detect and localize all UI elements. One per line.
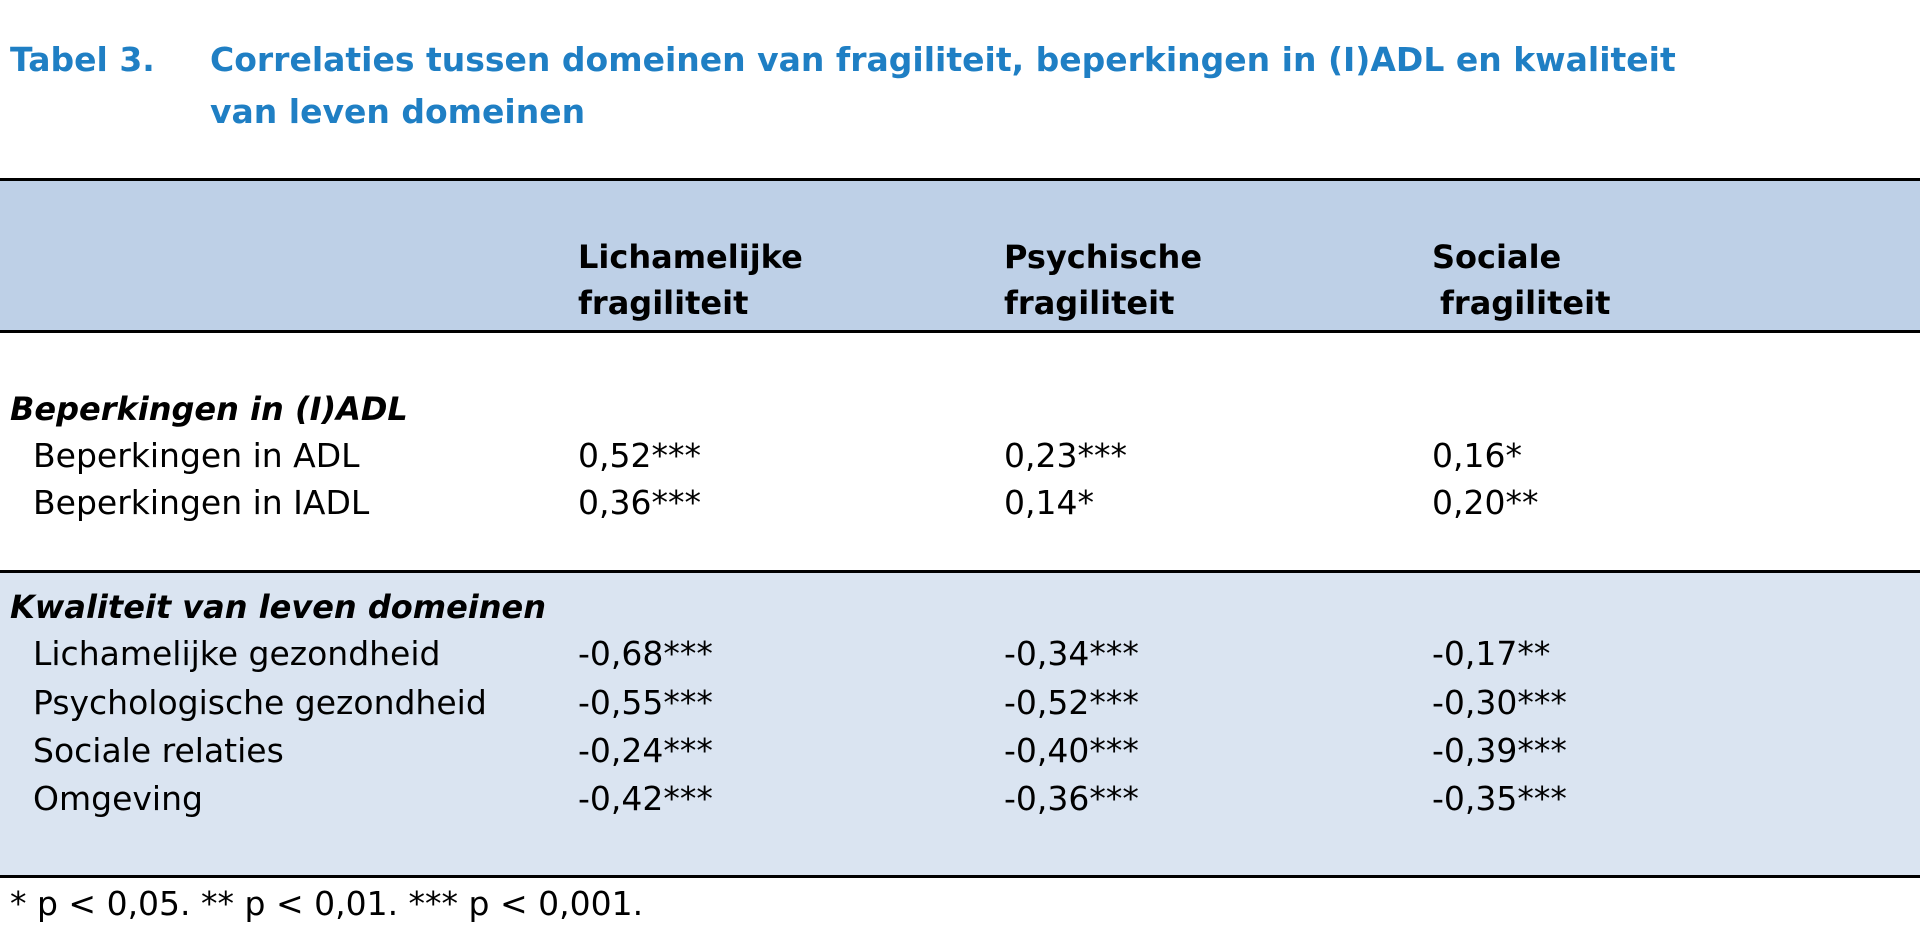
table-footnote: * p < 0,05. ** p < 0,01. *** p < 0,001. [10,884,644,923]
cell-sr-sociaal: -0,39*** [1432,731,1567,770]
cell-om-sociaal: -0,35*** [1432,779,1567,818]
row-label-sociale-relaties: Sociale relaties [33,731,284,770]
row-label-omgeving: Omgeving [33,779,203,818]
cell-sr-lichamelijk: -0,24*** [578,731,713,770]
cell-adl-sociaal: 0,16* [1432,436,1522,475]
cell-pg-sociaal: -0,30*** [1432,683,1567,722]
col-header-lichamelijke: Lichamelijke fragiliteit [578,238,803,322]
cell-om-psychisch: -0,36*** [1004,779,1139,818]
row-label-lichamelijke-gezondheid: Lichamelijke gezondheid [33,634,441,673]
bottom-rule [0,875,1920,878]
section-title-iadl: Beperkingen in (I)ADL [10,390,408,428]
cell-lg-lichamelijk: -0,68*** [578,634,713,673]
row-label-psychologische-gezondheid: Psychologische gezondheid [33,683,487,722]
cell-adl-lichamelijk: 0,52*** [578,436,701,475]
header-rule [0,330,1920,333]
cell-iadl-lichamelijk: 0,36*** [578,483,701,522]
cell-iadl-sociaal: 0,20** [1432,483,1539,522]
col-header-sociale: Sociale fragiliteit [1432,238,1611,322]
cell-lg-sociaal: -0,17** [1432,634,1551,673]
cell-adl-psychisch: 0,23*** [1004,436,1127,475]
header-band [0,181,1920,330]
row-label-iadl: Beperkingen in IADL [33,483,370,522]
col-header-psychische: Psychische fragiliteit [1004,238,1203,322]
table-number: Tabel 3. [10,40,155,79]
row-label-adl: Beperkingen in ADL [33,436,360,475]
cell-sr-psychisch: -0,40*** [1004,731,1139,770]
cell-om-lichamelijk: -0,42*** [578,779,713,818]
table-title: Correlaties tussen domeinen van fragiliteit, beperkingen in (I)ADL en kwaliteit van leven domeinen [210,40,1676,131]
cell-lg-psychisch: -0,34*** [1004,634,1139,673]
cell-iadl-psychisch: 0,14* [1004,483,1094,522]
cell-pg-psychisch: -0,52*** [1004,683,1139,722]
cell-pg-lichamelijk: -0,55*** [578,683,713,722]
section-title-kwaliteit: Kwaliteit van leven domeinen [10,588,546,626]
